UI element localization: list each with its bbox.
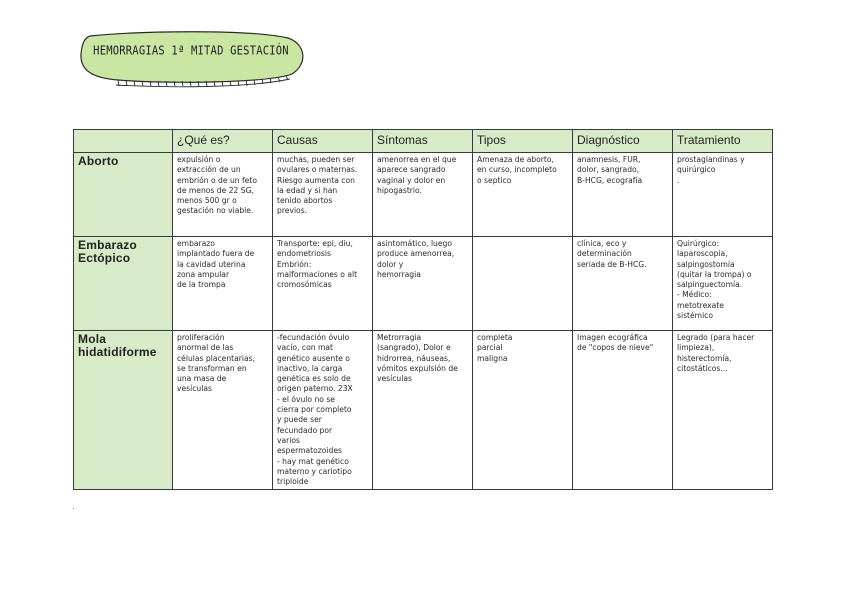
- table-cell: proliferación anormal de las células placentarias, se transforman en una masa de vesículas: [173, 331, 273, 490]
- header-sintomas: Síntomas: [373, 130, 473, 153]
- row-label: Aborto: [74, 153, 173, 237]
- table-cell: [473, 237, 573, 331]
- title-badge: [78, 30, 304, 88]
- table-cell: Legrado (para hacer limpieza), histerectomía, citostáticos...: [673, 331, 773, 490]
- table-cell: clínica, eco y determinación seriada de B-HCG.: [573, 237, 673, 331]
- table-cell: -fecundación óvulo vacío, con mat genético ausente o inactivo, la carga genética es solo de origen paterno. 23X - el óvulo no se cierra por completo y puede ser fecundado por varios espermatozoides - hay mat genético materno y cariotipo triploide: [273, 331, 373, 490]
- table-cell: amenorrea en el que aparece sangrado vaginal y dolor en hipogastrio.: [373, 153, 473, 237]
- row-label: Mola hidatidiforme: [74, 331, 173, 490]
- table-cell: anamnesis, FUR, dolor, sangrado, B-HCG, ecografía: [573, 153, 673, 237]
- page-title: HEMORRAGIAS 1ª MITAD GESTACIÓN: [93, 44, 289, 58]
- summary-table: [73, 129, 773, 490]
- header-row: [74, 130, 773, 153]
- table-cell: completa parcial maligna: [473, 331, 573, 490]
- table-row: [74, 331, 773, 490]
- row-label: Embarazo Ectópico: [74, 237, 173, 331]
- table-cell: Metrorragia (sangrado), Dolor e hidrorrea, náuseas, vómitos expulsión de vesículas: [373, 331, 473, 490]
- table-row: [74, 237, 773, 331]
- table-row: [74, 153, 773, 237]
- table-cell: embarazo implantado fuera de la cavidad uterina zona ampular de la trompa: [173, 237, 273, 331]
- header-tipos: Tipos: [473, 130, 573, 153]
- table-cell: expulsión o extracción de un embrión o de un feto de menos de 22 SG, menos 500 gr o gestación no viable.: [173, 153, 273, 237]
- table-cell: Imagen ecográfica de "copos de nieve": [573, 331, 673, 490]
- header-diagnostico: Diagnóstico: [573, 130, 673, 153]
- header-que-es: ¿Qué es?: [173, 130, 273, 153]
- table-cell: prostaglandinas y quirúrgico .: [673, 153, 773, 237]
- header-causas: Causas: [273, 130, 373, 153]
- table-cell: muchas, pueden ser ovulares o maternas. Riesgo aumenta con la edad y si han tenido abortos previos.: [273, 153, 373, 237]
- table-cell: Quirúrgico: laparoscopia, salpingostomía (quitar la trompa) o salpinguectomía. - Médico: metotrexate sistémico: [673, 237, 773, 331]
- header-corner: [74, 130, 173, 153]
- table-cell: Transporte: epi, diu, endometriosis Embrión: malformaciones o alt cromosómicas: [273, 237, 373, 331]
- stray-dot: [73, 508, 74, 509]
- table-cell: asintomático, luego produce amenorrea, dolor y hemorragia: [373, 237, 473, 331]
- table-cell: Amenaza de aborto, en curso, incompleto o septico: [473, 153, 573, 237]
- badge-shape: [78, 30, 304, 88]
- header-tratamiento: Tratamiento: [673, 130, 773, 153]
